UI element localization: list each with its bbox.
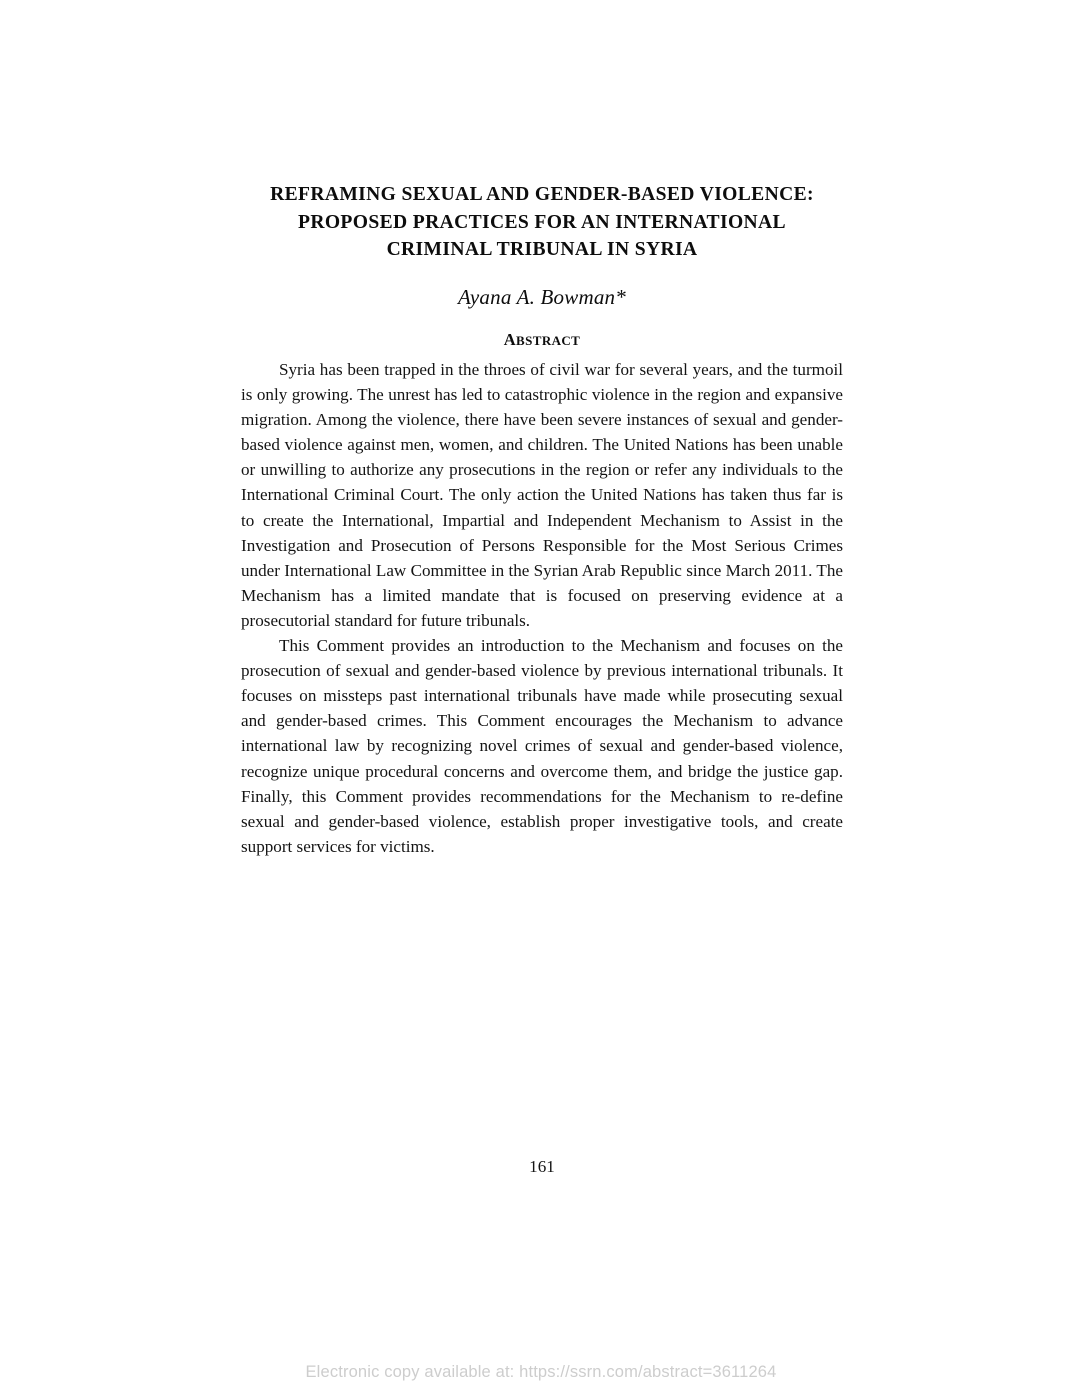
abstract-heading: [241, 330, 843, 350]
page-title: [241, 181, 843, 264]
abstract-paragraph-2: This Comment provides an introduction to the Mechanism and focuses on the prosecution of sexual and gender-based violence by previous international tribunals. It focuses on missteps past international tribunals have made while prosecuting sexual and gender-based crimes. This Comment encourages the Mechanism to advance international law by recognizing novel crimes of sexual and gender-based violence, recognize unique procedural concerns and overcome them, and bridge the justice gap. Finally, this Comment provides recommendations for the Mechanism to re-define sexual and gender-based violence, establish proper investigative tools, and create support services for victims.: [241, 636, 843, 856]
abstract-heading-rest: BSTRACT: [516, 333, 581, 348]
ssrn-watermark: Electronic copy available at: https://ssrn.com/abstract=3611264: [305, 1363, 777, 1381]
page-number: 161: [529, 1157, 555, 1176]
abstract-heading-initial: A: [503, 330, 517, 349]
author-byline: Ayana A. Bowman*: [458, 285, 626, 309]
title-line-3: CRIMINAL TRIBUNAL IN SYRIA: [386, 239, 698, 260]
abstract-body: [241, 357, 843, 859]
abstract-paragraph-1: Syria has been trapped in the throes of civil war for several years, and the turmoil is only growing. The unrest has led to catastrophic violence in the region and expansive migration. Among the violence, there have been severe instances of sexual and gender-based violence against men, women, and children. The United Nations has been unable or unwilling to authorize any prosecutions in the region or refer any individuals to the International Criminal Court. The only action the United Nations has taken thus far is to create the International, Impartial and Independent Mechanism to Assist in the Investigation and Prosecution of Persons Responsible for the Most Serious Crimes under International Law Committee in the Syrian Arab Republic since March 2011. The Mechanism has a limited mandate that is focused on preserving evidence at a prosecutorial standard for future tribunals.: [241, 360, 843, 630]
title-line-1: REFRAMING SEXUAL AND GENDER-BASED VIOLENCE:: [270, 184, 814, 205]
title-line-2: PROPOSED PRACTICES FOR AN INTERNATIONAL: [298, 211, 786, 233]
